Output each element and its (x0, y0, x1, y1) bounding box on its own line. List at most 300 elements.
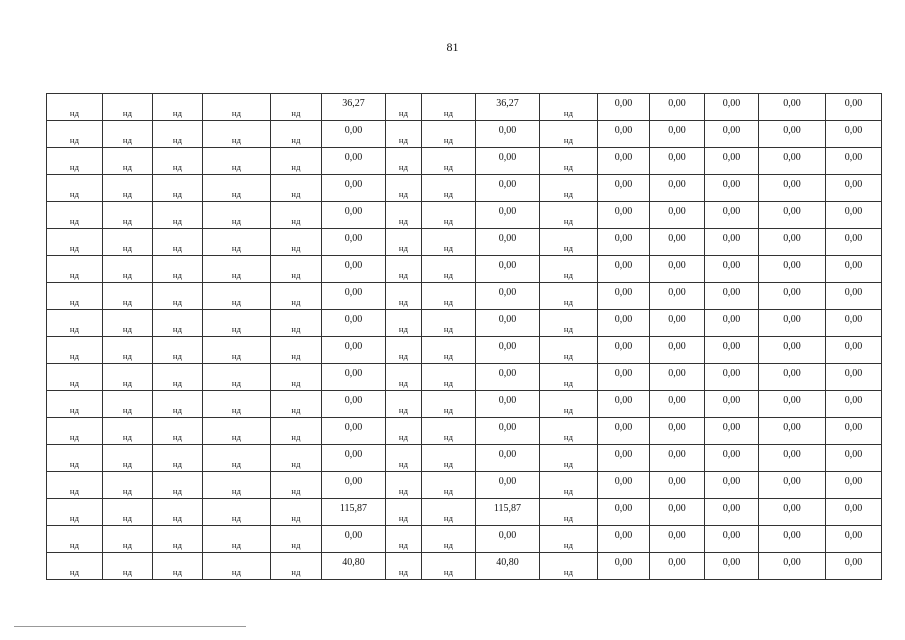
cell-nd-text: нд (172, 351, 183, 361)
table-row (47, 175, 882, 202)
table-cell (322, 175, 386, 202)
table-cell (153, 364, 203, 391)
cell-value: 0,00 (783, 98, 801, 109)
table-cell (826, 202, 882, 229)
table-cell (271, 283, 322, 310)
cell-nd-text: нд (443, 378, 454, 388)
table-cell (759, 526, 826, 553)
cell-value: 0,00 (844, 179, 863, 190)
cell-value: 0,00 (498, 422, 517, 433)
cell-nd-text: нд (122, 243, 133, 253)
cell-nd-text: нд (443, 162, 454, 172)
table-cell (759, 553, 826, 580)
cell-nd-text: нд (291, 135, 301, 145)
table-cell (759, 94, 826, 121)
cell-nd-text: нд (231, 108, 242, 118)
cell-nd-text: нд (231, 459, 242, 469)
table-cell (598, 337, 650, 364)
cell-value: 0,00 (783, 530, 801, 541)
cell-nd-text: нд (69, 432, 80, 442)
cell-nd-text: нд (69, 405, 80, 415)
table-cell (598, 445, 650, 472)
table-cell (386, 229, 422, 256)
table-cell (203, 391, 271, 418)
table-cell (322, 337, 386, 364)
table-row (47, 472, 882, 499)
cell-value: 0,00 (783, 341, 801, 352)
table-cell (598, 364, 650, 391)
cell-nd-text: нд (172, 243, 183, 253)
cell-value: 0,00 (783, 287, 801, 298)
table-cell (540, 526, 598, 553)
cell-value: 0,00 (844, 368, 863, 379)
table-cell (705, 121, 759, 148)
table-cell (422, 256, 476, 283)
table-cell (103, 337, 153, 364)
cell-nd-text: нд (122, 297, 133, 307)
cell-nd-text: нд (122, 216, 133, 226)
cell-nd-text: нд (231, 162, 242, 172)
table-cell (476, 229, 540, 256)
cell-value: 0,00 (783, 449, 801, 460)
table-row (47, 256, 882, 283)
table-cell (103, 202, 153, 229)
cell-nd-text: нд (69, 189, 80, 199)
cell-nd-text: нд (443, 216, 454, 226)
table-cell (203, 148, 271, 175)
table-cell (759, 418, 826, 445)
table-cell (386, 121, 422, 148)
cell-nd-text: нд (69, 513, 80, 523)
table-cell (650, 283, 705, 310)
table-row (47, 337, 882, 364)
table-cell (203, 202, 271, 229)
cell-value: 0,00 (614, 233, 633, 244)
table-cell (322, 94, 386, 121)
cell-value: 0,00 (668, 179, 686, 190)
table-cell (540, 310, 598, 337)
table-cell (705, 283, 759, 310)
cell-value: 0,00 (722, 260, 741, 271)
table-row (47, 229, 882, 256)
table-cell (153, 148, 203, 175)
cell-value: 0,00 (344, 179, 363, 190)
cell-value: 0,00 (344, 449, 363, 460)
cell-value: 0,00 (614, 476, 633, 487)
cell-value: 0,00 (498, 341, 517, 352)
table-cell (203, 472, 271, 499)
cell-nd-text: нд (291, 243, 301, 253)
cell-nd-text: нд (291, 189, 301, 199)
cell-nd-text: нд (291, 405, 301, 415)
table-cell (103, 445, 153, 472)
table-cell (203, 175, 271, 202)
table-cell (322, 526, 386, 553)
table-cell (103, 553, 153, 580)
table-cell (153, 337, 203, 364)
cell-nd-text: нд (231, 297, 242, 307)
table-cell (598, 526, 650, 553)
table-cell (386, 526, 422, 553)
cell-value: 0,00 (844, 422, 863, 433)
table-cell (826, 94, 882, 121)
table-cell (650, 472, 705, 499)
table-cell (650, 418, 705, 445)
cell-value: 0,00 (722, 152, 741, 163)
table-cell (153, 256, 203, 283)
table-row (47, 391, 882, 418)
table-cell (826, 553, 882, 580)
cell-value: 0,00 (668, 530, 686, 541)
table-cell (422, 553, 476, 580)
table-cell (386, 283, 422, 310)
cell-value: 0,00 (344, 368, 363, 379)
cell-nd-text: нд (122, 324, 133, 334)
table-cell (386, 256, 422, 283)
cell-value: 0,00 (722, 476, 741, 487)
table-cell (322, 229, 386, 256)
table-cell (540, 283, 598, 310)
cell-value: 0,00 (344, 233, 363, 244)
table-cell (153, 310, 203, 337)
cell-nd-text: нд (122, 513, 133, 523)
table-cell (386, 337, 422, 364)
table-cell (759, 391, 826, 418)
table-cell (476, 256, 540, 283)
cell-value: 0,00 (668, 449, 686, 460)
table-cell (476, 364, 540, 391)
cell-nd-text: нд (122, 432, 133, 442)
table-cell (203, 364, 271, 391)
cell-value: 0,00 (722, 314, 741, 325)
cell-value: 0,00 (722, 206, 741, 217)
cell-value: 0,00 (783, 476, 801, 487)
table-cell (386, 391, 422, 418)
cell-value: 0,00 (722, 530, 741, 541)
cell-value: 0,00 (498, 152, 517, 163)
table-cell (759, 175, 826, 202)
table-cell (598, 283, 650, 310)
cell-value: 0,00 (668, 395, 686, 406)
cell-value: 0,00 (844, 530, 863, 541)
table-cell (103, 472, 153, 499)
table-cell (47, 175, 103, 202)
table-cell (271, 526, 322, 553)
cell-nd-text: нд (122, 540, 133, 550)
cell-nd-text: нд (69, 135, 80, 145)
table-cell (759, 121, 826, 148)
cell-value: 0,00 (614, 449, 633, 460)
table-cell (759, 499, 826, 526)
table-cell (322, 499, 386, 526)
table-cell (322, 418, 386, 445)
cell-value: 0,00 (722, 368, 741, 379)
table-cell (650, 256, 705, 283)
table-row (47, 148, 882, 175)
table-cell (203, 229, 271, 256)
table-cell (153, 418, 203, 445)
cell-value: 0,00 (344, 314, 363, 325)
cell-value: 0,00 (498, 314, 517, 325)
table-cell (476, 202, 540, 229)
table-cell (650, 202, 705, 229)
table-cell (103, 256, 153, 283)
cell-value: 0,00 (498, 530, 517, 541)
table-cell (322, 202, 386, 229)
cell-value: 0,00 (668, 260, 686, 271)
table-cell (705, 364, 759, 391)
cell-nd-text: нд (231, 513, 242, 523)
table-cell (826, 391, 882, 418)
cell-value: 0,00 (498, 395, 517, 406)
table-cell (322, 148, 386, 175)
cell-value: 0,00 (668, 341, 686, 352)
table-cell (598, 553, 650, 580)
table-cell (103, 499, 153, 526)
cell-nd-text: нд (443, 297, 454, 307)
table-cell (705, 391, 759, 418)
cell-nd-text: нд (172, 459, 183, 469)
cell-nd-text: нд (231, 540, 242, 550)
table-cell (826, 148, 882, 175)
table-cell (322, 310, 386, 337)
table-cell (540, 175, 598, 202)
cell-value: 0,00 (344, 476, 363, 487)
table-cell (322, 121, 386, 148)
cell-value: 115,87 (493, 503, 522, 514)
table-cell (598, 229, 650, 256)
cell-value: 0,00 (668, 152, 686, 163)
cell-value: 0,00 (844, 98, 863, 109)
table-cell (476, 553, 540, 580)
cell-value: 0,00 (344, 395, 363, 406)
table-cell (153, 445, 203, 472)
cell-value: 0,00 (614, 341, 633, 352)
table-cell (759, 472, 826, 499)
table-cell (826, 418, 882, 445)
table-cell (103, 364, 153, 391)
table-cell (476, 391, 540, 418)
cell-nd-text: нд (563, 189, 574, 199)
table-cell (422, 283, 476, 310)
cell-nd-text: нд (69, 459, 80, 469)
table-cell (153, 229, 203, 256)
table-cell (271, 121, 322, 148)
cell-value: 0,00 (668, 98, 686, 109)
cell-nd-text: нд (69, 324, 80, 334)
cell-nd-text: нд (291, 324, 301, 334)
table-cell (422, 148, 476, 175)
cell-nd-text: нд (398, 189, 409, 199)
cell-nd-text: нд (443, 108, 454, 118)
cell-nd-text: нд (443, 243, 454, 253)
cell-nd-text: нд (172, 540, 183, 550)
cell-nd-text: нд (172, 567, 183, 577)
table-cell (271, 94, 322, 121)
cell-nd-text: нд (231, 567, 242, 577)
cell-nd-text: нд (69, 486, 80, 496)
table-cell (47, 364, 103, 391)
table-cell (271, 418, 322, 445)
table-cell (476, 148, 540, 175)
cell-nd-text: нд (69, 162, 80, 172)
table-cell (759, 445, 826, 472)
table-cell (422, 445, 476, 472)
cell-nd-text: нд (172, 270, 183, 280)
cell-value: 0,00 (614, 395, 633, 406)
cell-value: 0,00 (614, 422, 633, 433)
cell-nd-text: нд (122, 486, 133, 496)
cell-nd-text: нд (563, 378, 574, 388)
table-cell (759, 229, 826, 256)
cell-value: 0,00 (668, 287, 686, 298)
table-cell (650, 148, 705, 175)
cell-nd-text: нд (398, 486, 409, 496)
cell-value: 0,00 (498, 476, 517, 487)
table-cell (705, 148, 759, 175)
table-cell (650, 121, 705, 148)
table-cell (203, 445, 271, 472)
cell-value: 0,00 (783, 557, 801, 568)
cell-value: 0,00 (614, 530, 633, 541)
table-cell (271, 472, 322, 499)
table-cell (705, 256, 759, 283)
cell-value: 0,00 (722, 422, 741, 433)
table-cell (153, 202, 203, 229)
table-cell (598, 472, 650, 499)
cell-nd-text: нд (231, 378, 242, 388)
table-cell (47, 148, 103, 175)
cell-value: 0,00 (614, 179, 633, 190)
cell-value: 0,00 (668, 206, 686, 217)
cell-value: 40,80 (496, 557, 519, 568)
cell-value: 0,00 (344, 260, 363, 271)
table-cell (540, 229, 598, 256)
table-row (47, 445, 882, 472)
table-cell (476, 526, 540, 553)
cell-value: 0,00 (844, 125, 863, 136)
cell-value: 0,00 (844, 341, 863, 352)
cell-nd-text: нд (231, 486, 242, 496)
cell-nd-text: нд (291, 513, 301, 523)
cell-value: 0,00 (614, 125, 633, 136)
table-cell (322, 472, 386, 499)
cell-value: 0,00 (783, 395, 801, 406)
cell-nd-text: нд (69, 297, 80, 307)
cell-value: 40,80 (342, 557, 365, 568)
cell-value: 0,00 (344, 422, 363, 433)
table-row (47, 94, 882, 121)
cell-nd-text: нд (231, 243, 242, 253)
cell-nd-text: нд (291, 162, 301, 172)
table-cell (271, 256, 322, 283)
table-cell (322, 553, 386, 580)
table-cell (650, 310, 705, 337)
table-cell (759, 202, 826, 229)
table-cell (826, 283, 882, 310)
cell-nd-text: нд (172, 189, 183, 199)
cell-nd-text: нд (443, 189, 454, 199)
table-cell (103, 391, 153, 418)
cell-nd-text: нд (172, 378, 183, 388)
cell-value: 0,00 (668, 314, 686, 325)
cell-value: 0,00 (344, 287, 363, 298)
table-cell (153, 283, 203, 310)
table-cell (705, 337, 759, 364)
table-cell (759, 283, 826, 310)
cell-value: 36,27 (342, 98, 365, 109)
cell-nd-text: нд (443, 270, 454, 280)
table-cell (271, 337, 322, 364)
cell-value: 0,00 (668, 125, 686, 136)
cell-value: 0,00 (722, 341, 741, 352)
cell-value: 0,00 (498, 179, 517, 190)
cell-nd-text: нд (398, 135, 409, 145)
table-cell (47, 445, 103, 472)
table-cell (598, 148, 650, 175)
cell-nd-text: нд (291, 108, 301, 118)
cell-nd-text: нд (231, 270, 242, 280)
cell-nd-text: нд (398, 162, 409, 172)
cell-nd-text: нд (563, 243, 574, 253)
cell-nd-text: нд (122, 567, 133, 577)
table-cell (47, 202, 103, 229)
table-cell (47, 310, 103, 337)
cell-nd-text: нд (563, 540, 574, 550)
table-cell (47, 256, 103, 283)
table-cell (103, 310, 153, 337)
table-cell (271, 229, 322, 256)
table-cell (476, 337, 540, 364)
table-cell (476, 472, 540, 499)
cell-value: 0,00 (844, 503, 863, 514)
table-cell (476, 283, 540, 310)
table-cell (203, 553, 271, 580)
table-cell (322, 445, 386, 472)
table-cell (650, 499, 705, 526)
cell-nd-text: нд (398, 108, 409, 118)
table-cell (826, 499, 882, 526)
cell-nd-text: нд (291, 351, 301, 361)
cell-nd-text: нд (122, 405, 133, 415)
table-cell (540, 499, 598, 526)
table-cell (705, 418, 759, 445)
cell-nd-text: нд (231, 189, 242, 199)
cell-value: 0,00 (722, 179, 741, 190)
cell-value: 0,00 (614, 287, 633, 298)
table-cell (153, 499, 203, 526)
table-cell (47, 229, 103, 256)
table-cell (103, 229, 153, 256)
table-cell (540, 553, 598, 580)
table-cell (826, 121, 882, 148)
cell-nd-text: нд (563, 108, 574, 118)
table-cell (476, 94, 540, 121)
cell-value: 0,00 (783, 314, 801, 325)
cell-nd-text: нд (122, 270, 133, 280)
cell-value: 0,00 (344, 206, 363, 217)
table-cell (476, 175, 540, 202)
table-cell (153, 94, 203, 121)
cell-nd-text: нд (231, 135, 242, 145)
table-cell (203, 526, 271, 553)
table-cell (540, 256, 598, 283)
table-cell (103, 94, 153, 121)
table-cell (705, 526, 759, 553)
cell-value: 0,00 (668, 503, 686, 514)
table-cell (422, 499, 476, 526)
table-cell (103, 526, 153, 553)
